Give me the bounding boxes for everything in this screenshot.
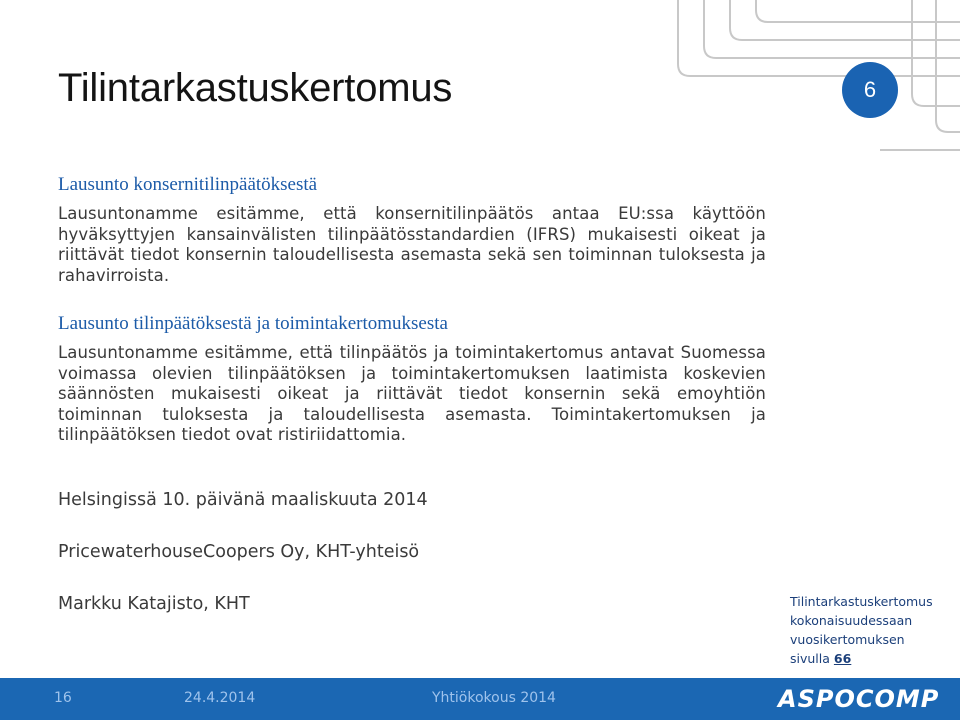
side-note-line: kokonaisuudessaan <box>790 613 913 628</box>
section-body: Lausuntonamme esitämme, että tilinpäätös ja toimintakertomus antavat Suomessa voimassa olevien tilinpäätöksen ja toimintakertomuksen laatimista koskevien säännösten mukaisesti oikeat ja riittävät tiedot konsernin sekä emoyhtiön toiminnan tuloksesta ja taloudellisesta asemasta. Toimintakertomuksen ja tilinpäätöksen tiedot ovat ristiriidattomia. <box>58 343 766 444</box>
section-body: Lausuntonamme esitämme, että konsernitilinpäätös antaa EU:ssa käyttöön hyväksyttyjen kansainvälisten tilinpäätösstandardien (IFRS) mukaisesti oikeat ja riittävät tiedot konsernin taloudellisesta asemasta sekä sen toiminnan tuloksesta ja rahavirroista. <box>58 204 766 285</box>
signature-firm: PricewaterhouseCoopers Oy, KHT-yhteisö <box>58 542 420 562</box>
section-heading: Lausunto tilinpäätöksestä ja toimintakertomuksesta <box>58 313 448 334</box>
page-number-badge: 6 <box>842 62 898 118</box>
footer-event: Yhtiökokous 2014 <box>432 690 556 706</box>
footer-date: 24.4.2014 <box>184 690 256 706</box>
company-logo: ASPOCOMP <box>778 685 940 713</box>
side-note <box>790 592 950 668</box>
footer-bar <box>0 678 960 720</box>
section-financial-statement <box>58 313 766 446</box>
signature-place-date: Helsingissä 10. päivänä maaliskuuta 2014 <box>58 490 428 510</box>
section-heading: Lausunto konsernitilinpäätöksestä <box>58 174 318 195</box>
side-note-line: vuosikertomuksen <box>790 632 905 647</box>
page-reference-link[interactable]: 66 <box>833 651 852 666</box>
side-note-prefix: sivulla <box>790 651 830 666</box>
section-consolidated-statement <box>58 174 766 286</box>
slide-title: Tilintarkastuskertomus <box>58 66 453 110</box>
signature-auditor: Markku Katajisto, KHT <box>58 594 250 614</box>
footer-slide-number: 16 <box>54 690 72 706</box>
side-note-line: Tilintarkastuskertomus <box>790 594 933 609</box>
side-note-line <box>790 649 950 668</box>
